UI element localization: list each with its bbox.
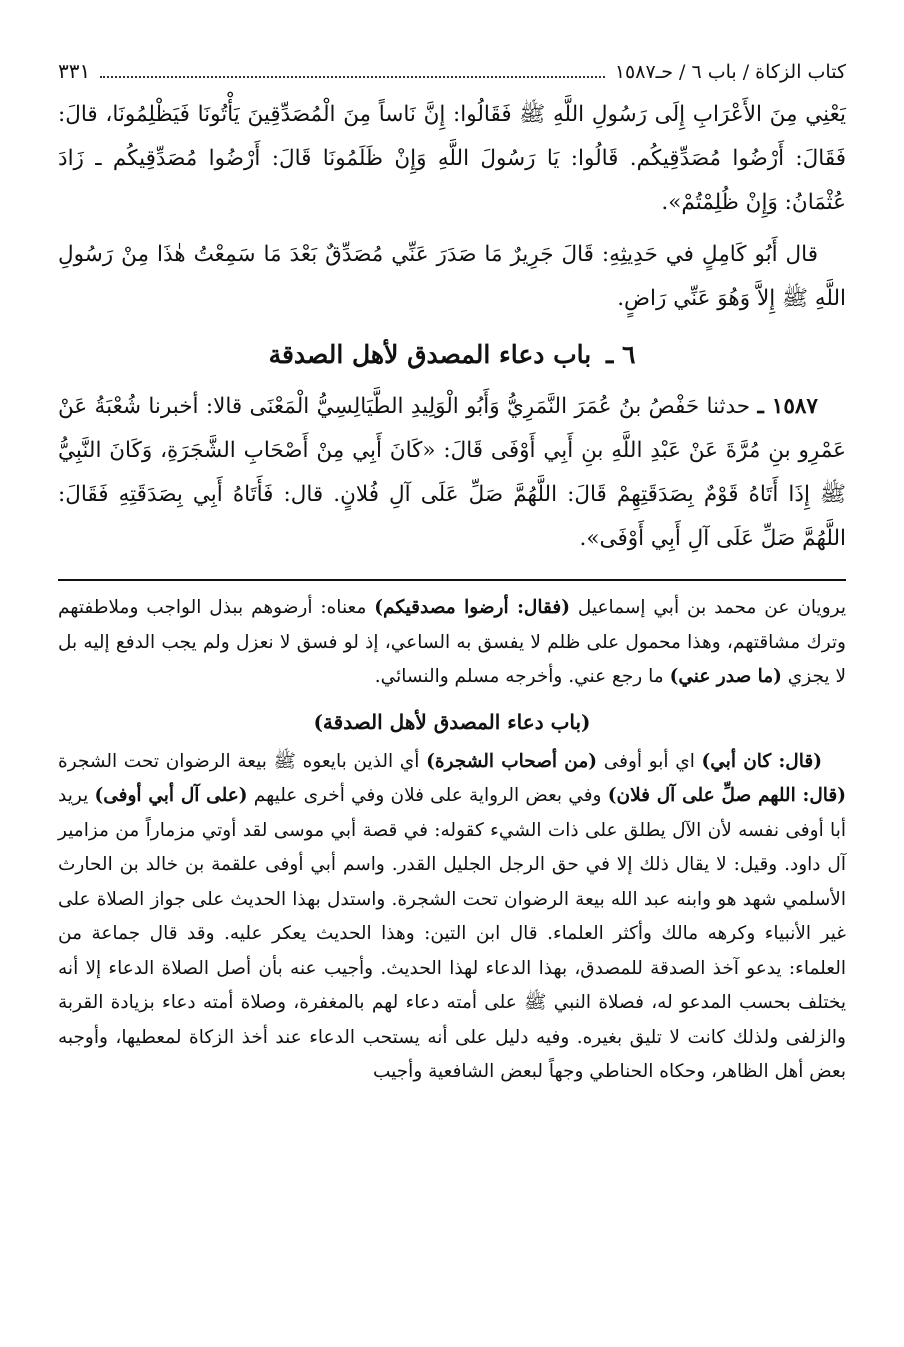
commentary-quote: (قال: كان أبي) [701,750,822,772]
commentary-text: يريد أبا أوفى نفسه لأن الآل يطلق على ذات الشيء كقوله: في قصة أبي موسى لقد أوتي مزماراً من مزامير آل داود. وقيل: لا يقال ذلك إلا في حق الرجل الجليل القدر. واسم أبي أوفى علقمة بن خالد بن الحارث الأسلمي شهد هو وابنه عبد الله بيعة الرضوان تحت الشجرة. واستدل بهذا الحديث على جواز الصلاة على غير الأنبياء وكرهه مالك وأكثر العلماء. قال ابن التين: وهذا الحديث يعكر عليه. وقد قال جماعة من العلماء: يدعو آخذ الصدقة للمصدق، بهذا الدعاء لهذا الحديث. وأجيب عنه بأن أصل الصلاة الدعاء إلا أنه يختلف بحسب المدعو له، فصلاة النبي ﷺ على أمته دعاء لهم بالمغفرة، وصلاة أمته دعاء بزيادة القربة والزلفى ولذلك كانت لا تليق بغيره. وفيه دليل على أنه يستحب الدعاء عند أخذ الزكاة لمعطيها، وأوجبه بعض أهل الظاهر، وحكاه الحناطي وجهاً لبعض الشافعية وأجيب [58,785,846,1082]
page-number: ٣٣١ [58,59,91,83]
main-paragraph-2: قال أَبُو كَامِلٍ في حَدِيثِهِ: قَالَ جَرِيرٌ مَا صَدَرَ عَنِّي مُصَدِّقٌ بَعْدَ مَا سَمِعْتُ هٰذَا مِنْ رَسُولِ اللَّهِ ﷺ إِلاَّ وَهُوَ عَنِّي رَاضٍ. [58,242,846,311]
running-header [58,58,846,85]
commentary-text: معناه: أرضوهم ببذل الواجب وملاطفتهم وترك مشاقتهم، وهذا محمول على ظلم لا يفسق به الساعي، إذ لو فسق لا نعزل ولم يجب الدفع إليه بل لا يجزي [58,597,846,687]
hadith-text: حدثنا حَفْصُ بنُ عُمَرَ النَّمَرِيُّ وَأَبُو الْوَلِيدِ الطَّيَالِسِيُّ الْمَعْنَى قالا: أخبرنا شُعْبَةُ عَنْ عَمْرِو بنِ مُرَّةَ عَنْ عَبْدِ اللَّهِ بنِ أَبِي أَوْفَى قَالَ: «كَانَ أَبِي مِنْ أَصْحَابِ الشَّجَرَةِ، وَكَانَ النَّبِيُّ ﷺ إِذَا أَتَاهُ قَوْمٌ بِصَدَقَتِهِمْ قَالَ: اللَّهُمَّ صَلِّ عَلَى آلِ فُلانٍ. قال: فَأَتَاهُ أَبِي بِصَدَقَتِهِ فَقَالَ: اللَّهُمَّ صَلِّ عَلَى آلِ أَبِي أَوْفَى». [58,394,846,551]
commentary-text: يرويان عن محمد بن أبي إسماعيل [577,597,846,618]
hadith-number: ١٥٨٧ ـ [757,394,818,419]
commentary-text: اي أبو أوفى [603,750,695,772]
header-title: كتاب الزكاة / باب ٦ / حـ١٥٨٧ [614,61,846,83]
commentary-paragraph-2 [58,745,846,1090]
commentary-quote: (قال: اللهم صلِّ على آل فلان) [607,785,847,806]
chapter-heading [58,335,846,375]
commentary-heading: (باب دعاء المصدق لأهل الصدقة) [313,709,591,734]
commentary-quote: (فقال: أرضوا مصدقيكم) [374,597,570,618]
commentary-quote: (من أصحاب الشجرة) [426,750,598,772]
commentary-paragraph-1 [58,591,846,695]
footnote-divider [58,579,846,581]
book-page [58,58,846,1092]
main-text [58,93,846,561]
chapter-number: ٦ ـ [605,340,636,369]
header-dot-leader [100,76,605,78]
commentary-quote: (على آل أبي أوفى) [94,785,248,806]
commentary-text: ما رجع عني. وأخرجه مسلم والنسائي. [374,666,664,687]
commentary [58,591,846,1090]
hadith-paragraph [58,385,846,561]
main-paragraph-1: يَعْنِي مِنَ الأَعْرَابِ إِلَى رَسُولِ اللَّهِ ﷺ فَقَالُوا: إِنَّ نَاساً مِنَ الْمُصَدِّقِينَ يَأْتُونَا فَيَظْلِمُونَا، قالَ: فَقَالَ: أَرْضُوا مُصَدِّقِيكُم. قَالُوا: يَا رَسُولَ اللَّهِ وَإِنْ ظَلَمُونَا قَالَ: أَرْضُوا مُصَدِّقِيكُم ـ زَادَ عُثْمَانُ: وَإِنْ ظُلِمْتُمْ». [58,102,846,215]
commentary-quote: (ما صدر عني) [669,666,782,687]
commentary-text: وفي بعض الرواية على فلان وفي أخرى عليهم [253,785,602,806]
commentary-text: أي الذين بايعوه ﷺ بيعة الرضوان تحت الشجرة [58,750,420,772]
chapter-title: باب دعاء المصدق لأهل الصدقة [268,340,592,369]
